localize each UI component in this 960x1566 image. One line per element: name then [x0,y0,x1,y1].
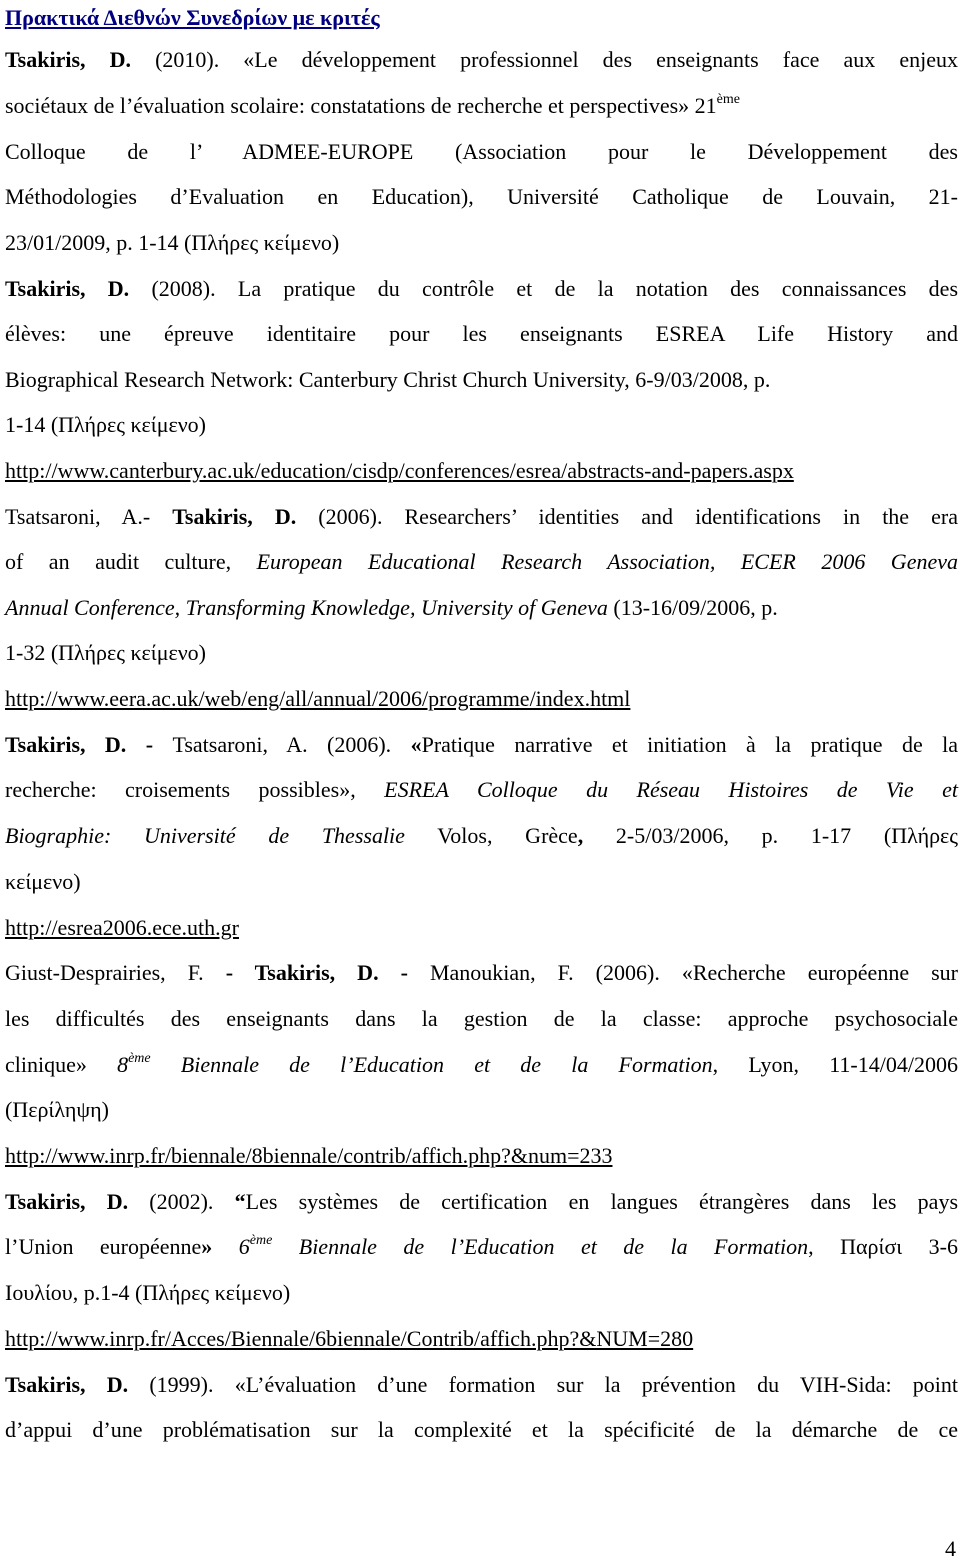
quote-mark: “ [234,1189,246,1214]
entry-5-url-link[interactable]: http://www.inrp.fr/biennale/8biennale/contrib/affich.php?&num=233 [5,1143,613,1168]
entry-4-line-3 [5,820,958,852]
entry-2-line-4: 1-14 (Πλήρες κείμενο) [5,412,206,437]
entry-text: (2010). «Le développement professionnel des enseignants face aux enjeux [130,47,959,72]
entry-text: (2006). Researchers’ identities and identifications in the era [296,504,958,529]
author-name: Tsakiris, D. [5,276,130,301]
entry-year: (2008). [129,276,216,301]
entry-5-line-4: (Περίληψη) [5,1097,109,1122]
entry-3-line-1 [5,501,958,533]
separator: - [126,732,173,757]
author-name: Tsakiris, D. [172,504,297,529]
section-heading: Πρακτικά Διεθνών Συνεδρίων με κριτές [5,5,380,30]
entry-text: Tsatsaroni, A. (2006). [172,732,411,757]
author-name: Tsakiris, D. [5,1189,129,1214]
entry-text: Les systèmes de certification en langues étrangères dans les pays [245,1189,959,1214]
entry-text: , Παρίσι 3-6 [808,1234,958,1259]
entry-2-line-3: Biographical Research Network: Canterbury Christ Church University, 6-9/03/2008, p. [5,367,771,392]
entry-text: clinique» [5,1052,118,1077]
author-name: Tsakiris, D. [5,47,131,72]
entry-text: Manoukian, F. (2006). «Recherche européenne sur [429,960,958,985]
entry-text: l’Union européenne [5,1234,202,1259]
entry-1-line-3: Colloque de l’ ADMEE-EUROPE (Association pour le Développement des [5,139,958,164]
entry-text: recherche: croisements possibles», [5,777,385,802]
entry-6-line-1 [5,1186,958,1218]
conference-title: Annual Conference, Transforming Knowledge, University of Geneva [5,595,608,620]
entry-1-line-5: 23/01/2009, p. 1-14 (Πλήρες κείμενο) [5,230,340,255]
entry-text: (2002). [128,1189,235,1214]
entry-2-url-link[interactable]: http://www.canterbury.ac.uk/education/cisdp/conferences/esrea/abstracts-and-papers.aspx [5,458,794,483]
entry-4-url-link[interactable]: http://esrea2006.ece.uth.gr [5,915,239,940]
entry-7-line-2: d’appui d’une problématisation sur la complexité et la spécificité de la démarche de ce [5,1417,958,1442]
superscript: ème [716,92,740,107]
separator: - [225,960,255,985]
author-name: Tsakiris, D. [5,1372,129,1397]
entry-text: sociétaux de l’évaluation scolaire: constatations de recherche et perspectives» 21 [5,93,717,118]
entry-2-line-2: élèves: une épreuve identitaire pour les enseignants ESREA Life History and [5,321,958,346]
entry-5-line-1 [5,957,958,989]
coauthor-name: Giust-Desprairies, F. [5,960,226,985]
entry-1-line-4: Méthodologies d’Evaluation en Education), Université Catholique de Louvain, 21- [5,184,958,209]
separator: - [378,960,430,985]
conference-number: 6 [212,1234,250,1259]
entry-text: (13-16/09/2006, p. [607,595,778,620]
quote-mark: « [410,732,422,757]
entry-3-line-4: 1-32 (Πλήρες κείμενο) [5,640,206,665]
entry-text: , Lyon, 11-14/04/2006 [712,1052,958,1077]
conference-number: 8 [117,1052,129,1077]
page-number: 4 [945,1536,956,1561]
entry-6-line-2 [5,1231,958,1263]
entry-1-line-2 [5,90,958,122]
author-name: Tsakiris, D. [254,960,379,985]
entry-3-line-3 [5,592,958,624]
entry-7-line-1 [5,1369,958,1401]
entry-5-line-2: les difficultés des enseignants dans la gestion de la classe: approche psychosociale [5,1006,958,1031]
conference-title: Biographie: Université de Thessalie [5,823,405,848]
entry-6-url-link[interactable]: http://www.inrp.fr/Acces/Biennale/6biennale/Contrib/affich.php?&NUM=280 [5,1326,694,1351]
entry-6-line-3: Ιουλίου, p.1-4 (Πλήρες κείμενο) [5,1280,291,1305]
superscript: ème [249,1233,273,1248]
entry-1-line-1 [5,44,958,76]
entry-text: of an audit culture, [5,549,257,574]
entry-2-line-1 [5,273,958,305]
coauthor-name: Tsatsaroni, A.- [5,504,173,529]
entry-5-line-3 [5,1049,958,1081]
comma: , [577,823,584,848]
entry-4-line-2 [5,774,958,806]
entry-text: Volos, Grèce [404,823,578,848]
entry-3-line-2 [5,546,958,578]
entry-text: 2-5/03/2006, p. 1-17 (Πλήρες [583,823,959,848]
superscript: ème [128,1051,151,1066]
entry-4-line-1 [5,729,958,761]
conference-title: ESREA Colloque du Réseau Histoires de Vie et [384,777,958,802]
entry-3-url-link[interactable]: http://www.eera.ac.uk/web/eng/all/annual/2006/programme/index.html [5,686,631,711]
conference-title: Biennale de l’Education et de la Formation [272,1234,809,1259]
entry-text: La pratique du contrôle et de la notation des connaissances des [215,276,959,301]
quote-mark: » [201,1234,213,1259]
entry-text: (1999). «L’évaluation d’une formation sur la prévention du VIH-Sida: point [128,1372,958,1397]
conference-title: Biennale de l’Education et de la Formation [150,1052,713,1077]
author-name: Tsakiris, D. [5,732,127,757]
conference-title: European Educational Research Association, ECER 2006 Geneva [256,549,958,574]
entry-text: Pratique narrative et initiation à la pratique de la [421,732,958,757]
entry-4-line-4: κείμενο) [5,869,81,894]
